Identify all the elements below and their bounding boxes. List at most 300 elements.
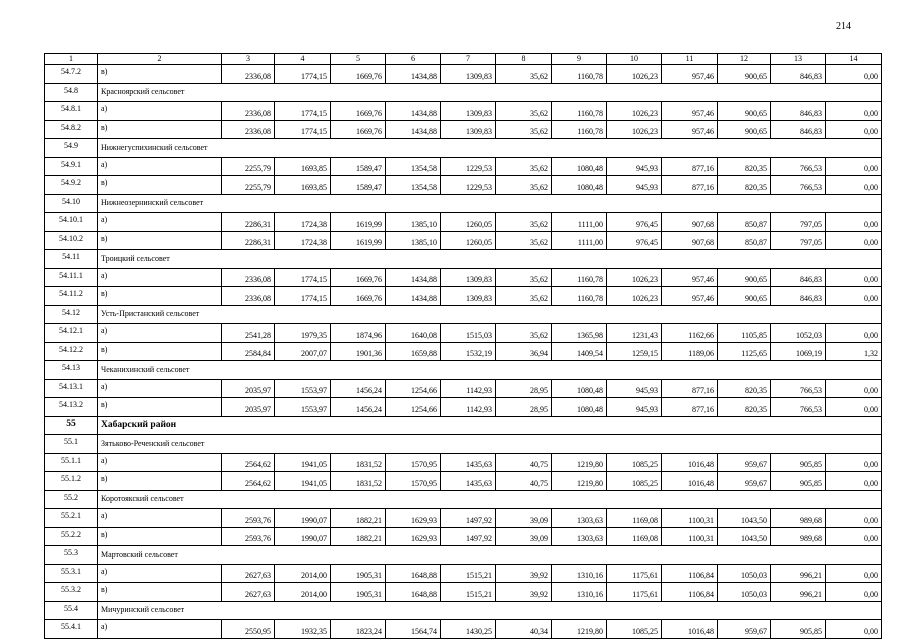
value-cell: 820,35 bbox=[718, 157, 771, 176]
value-cell: 905,85 bbox=[771, 620, 826, 639]
value-cell: 957,46 bbox=[662, 120, 718, 139]
value-cell: 996,21 bbox=[771, 564, 826, 583]
row-variant: в) bbox=[98, 342, 222, 361]
value-cell: 35,62 bbox=[496, 102, 552, 121]
row-variant: а) bbox=[98, 102, 222, 121]
row-code: 54.12 bbox=[45, 305, 98, 324]
value-cell: 1105,85 bbox=[718, 324, 771, 343]
value-cell: 1724,38 bbox=[275, 231, 331, 250]
value-cell: 1026,23 bbox=[607, 102, 662, 121]
section-title: Зятьково-Реченский сельсовет bbox=[98, 435, 882, 454]
value-cell: 846,83 bbox=[771, 268, 826, 287]
value-cell: 1085,25 bbox=[607, 453, 662, 472]
row-variant: в) bbox=[98, 65, 222, 84]
table-row bbox=[45, 102, 882, 121]
value-cell: 1142,93 bbox=[441, 398, 496, 417]
table-row bbox=[45, 65, 882, 84]
value-cell: 0,00 bbox=[826, 268, 882, 287]
value-cell: 1409,54 bbox=[552, 342, 607, 361]
row-variant: в) bbox=[98, 176, 222, 195]
column-header: 13 bbox=[771, 54, 826, 65]
value-cell: 976,45 bbox=[607, 231, 662, 250]
value-cell: 0,00 bbox=[826, 65, 882, 84]
value-cell: 2584,84 bbox=[222, 342, 275, 361]
value-cell: 846,83 bbox=[771, 287, 826, 306]
district-header-row bbox=[45, 416, 882, 435]
row-code: 54.11.1 bbox=[45, 268, 98, 287]
value-cell: 1434,88 bbox=[386, 102, 441, 121]
section-title: Хабарский район bbox=[98, 416, 882, 435]
value-cell: 1882,21 bbox=[331, 527, 386, 546]
value-cell: 1169,08 bbox=[607, 527, 662, 546]
value-cell: 0,00 bbox=[826, 564, 882, 583]
row-code: 55.3.2 bbox=[45, 583, 98, 602]
value-cell: 1106,84 bbox=[662, 583, 718, 602]
value-cell: 900,65 bbox=[718, 102, 771, 121]
value-cell: 1823,24 bbox=[331, 620, 386, 639]
value-cell: 1080,48 bbox=[552, 379, 607, 398]
value-cell: 0,00 bbox=[826, 379, 882, 398]
value-cell: 846,83 bbox=[771, 65, 826, 84]
value-cell: 1515,21 bbox=[441, 583, 496, 602]
value-cell: 900,65 bbox=[718, 287, 771, 306]
value-cell: 820,35 bbox=[718, 379, 771, 398]
value-cell: 877,16 bbox=[662, 379, 718, 398]
value-cell: 959,67 bbox=[718, 472, 771, 491]
value-cell: 35,62 bbox=[496, 287, 552, 306]
value-cell: 1354,58 bbox=[386, 157, 441, 176]
value-cell: 1160,78 bbox=[552, 65, 607, 84]
row-code: 55.3.1 bbox=[45, 564, 98, 583]
row-code: 54.13.1 bbox=[45, 379, 98, 398]
value-cell: 1229,53 bbox=[441, 157, 496, 176]
row-code: 55.1.1 bbox=[45, 453, 98, 472]
value-cell: 2286,31 bbox=[222, 213, 275, 232]
column-header: 2 bbox=[98, 54, 222, 65]
column-header: 9 bbox=[552, 54, 607, 65]
row-code: 54.9 bbox=[45, 139, 98, 158]
value-cell: 989,68 bbox=[771, 527, 826, 546]
value-cell: 1100,31 bbox=[662, 509, 718, 528]
row-code: 54.8.2 bbox=[45, 120, 98, 139]
column-header: 4 bbox=[275, 54, 331, 65]
value-cell: 35,62 bbox=[496, 268, 552, 287]
value-cell: 40,75 bbox=[496, 472, 552, 491]
section-title: Троицкий сельсовет bbox=[98, 250, 882, 269]
value-cell: 1901,36 bbox=[331, 342, 386, 361]
value-cell: 766,53 bbox=[771, 157, 826, 176]
value-cell: 0,00 bbox=[826, 472, 882, 491]
value-cell: 1693,85 bbox=[275, 157, 331, 176]
value-cell: 996,21 bbox=[771, 583, 826, 602]
value-cell: 820,35 bbox=[718, 176, 771, 195]
value-cell: 907,68 bbox=[662, 213, 718, 232]
value-cell: 1693,85 bbox=[275, 176, 331, 195]
value-cell: 1043,50 bbox=[718, 509, 771, 528]
value-cell: 1026,23 bbox=[607, 65, 662, 84]
value-cell: 1990,07 bbox=[275, 509, 331, 528]
value-cell: 2035,97 bbox=[222, 379, 275, 398]
value-cell: 1016,48 bbox=[662, 472, 718, 491]
row-code: 54.10.1 bbox=[45, 213, 98, 232]
value-cell: 900,65 bbox=[718, 65, 771, 84]
section-row bbox=[45, 490, 882, 509]
value-cell: 1669,76 bbox=[331, 268, 386, 287]
value-cell: 1303,63 bbox=[552, 509, 607, 528]
row-code: 54.12.1 bbox=[45, 324, 98, 343]
table-row bbox=[45, 268, 882, 287]
row-code: 55.4.1 bbox=[45, 620, 98, 639]
value-cell: 1111,00 bbox=[552, 231, 607, 250]
value-cell: 1254,66 bbox=[386, 379, 441, 398]
value-cell: 945,93 bbox=[607, 176, 662, 195]
value-cell: 1365,98 bbox=[552, 324, 607, 343]
value-cell: 1669,76 bbox=[331, 287, 386, 306]
value-cell: 1219,80 bbox=[552, 453, 607, 472]
value-cell: 820,35 bbox=[718, 398, 771, 417]
value-cell: 1259,15 bbox=[607, 342, 662, 361]
value-cell: 1085,25 bbox=[607, 620, 662, 639]
value-cell: 959,67 bbox=[718, 453, 771, 472]
value-cell: 1564,74 bbox=[386, 620, 441, 639]
value-cell: 1456,24 bbox=[331, 379, 386, 398]
value-cell: 1050,03 bbox=[718, 564, 771, 583]
value-cell: 1189,06 bbox=[662, 342, 718, 361]
value-cell: 1430,25 bbox=[441, 620, 496, 639]
value-cell: 766,53 bbox=[771, 398, 826, 417]
section-title: Нижнеозернинский сельсовет bbox=[98, 194, 882, 213]
value-cell: 945,93 bbox=[607, 398, 662, 417]
row-code: 54.8.1 bbox=[45, 102, 98, 121]
value-cell: 957,46 bbox=[662, 65, 718, 84]
table-row bbox=[45, 176, 882, 195]
column-header: 3 bbox=[222, 54, 275, 65]
table-row bbox=[45, 120, 882, 139]
value-cell: 1532,19 bbox=[441, 342, 496, 361]
value-cell: 1111,00 bbox=[552, 213, 607, 232]
value-cell: 1080,48 bbox=[552, 176, 607, 195]
value-cell: 905,85 bbox=[771, 472, 826, 491]
value-cell: 1905,31 bbox=[331, 583, 386, 602]
value-cell: 1669,76 bbox=[331, 120, 386, 139]
value-cell: 1,32 bbox=[826, 342, 882, 361]
value-cell: 39,09 bbox=[496, 509, 552, 528]
value-cell: 1570,95 bbox=[386, 453, 441, 472]
section-title: Нижнегуспихинский сельсовет bbox=[98, 139, 882, 158]
column-header-row bbox=[45, 54, 882, 65]
value-cell: 1659,88 bbox=[386, 342, 441, 361]
value-cell: 1254,66 bbox=[386, 398, 441, 417]
value-cell: 35,62 bbox=[496, 231, 552, 250]
value-cell: 1085,25 bbox=[607, 472, 662, 491]
column-header: 14 bbox=[826, 54, 882, 65]
row-variant: в) bbox=[98, 527, 222, 546]
value-cell: 0,00 bbox=[826, 398, 882, 417]
value-cell: 1553,97 bbox=[275, 379, 331, 398]
value-cell: 1648,88 bbox=[386, 583, 441, 602]
section-title: Усть-Пристанский сельсовет bbox=[98, 305, 882, 324]
row-variant: в) bbox=[98, 398, 222, 417]
value-cell: 1774,15 bbox=[275, 102, 331, 121]
value-cell: 797,05 bbox=[771, 231, 826, 250]
section-row bbox=[45, 139, 882, 158]
section-row bbox=[45, 305, 882, 324]
value-cell: 766,53 bbox=[771, 176, 826, 195]
value-cell: 1026,23 bbox=[607, 268, 662, 287]
section-title: Мичуринский сельсовет bbox=[98, 601, 882, 620]
value-cell: 0,00 bbox=[826, 213, 882, 232]
value-cell: 989,68 bbox=[771, 509, 826, 528]
value-cell: 1774,15 bbox=[275, 120, 331, 139]
value-cell: 1310,16 bbox=[552, 583, 607, 602]
row-code: 54.7.2 bbox=[45, 65, 98, 84]
value-cell: 35,62 bbox=[496, 120, 552, 139]
value-cell: 1589,47 bbox=[331, 157, 386, 176]
value-cell: 1303,63 bbox=[552, 527, 607, 546]
value-cell: 900,65 bbox=[718, 268, 771, 287]
row-code: 54.10.2 bbox=[45, 231, 98, 250]
table-row bbox=[45, 379, 882, 398]
value-cell: 2627,63 bbox=[222, 583, 275, 602]
value-cell: 0,00 bbox=[826, 324, 882, 343]
value-cell: 1669,76 bbox=[331, 65, 386, 84]
value-cell: 957,46 bbox=[662, 102, 718, 121]
value-cell: 1434,88 bbox=[386, 65, 441, 84]
value-cell: 0,00 bbox=[826, 509, 882, 528]
value-cell: 1309,83 bbox=[441, 268, 496, 287]
value-cell: 2336,08 bbox=[222, 120, 275, 139]
table-row bbox=[45, 527, 882, 546]
value-cell: 35,62 bbox=[496, 324, 552, 343]
value-cell: 1434,88 bbox=[386, 268, 441, 287]
value-cell: 28,95 bbox=[496, 398, 552, 417]
section-row bbox=[45, 361, 882, 380]
value-cell: 1434,88 bbox=[386, 287, 441, 306]
value-cell: 1629,93 bbox=[386, 509, 441, 528]
table-row bbox=[45, 583, 882, 602]
value-cell: 1669,76 bbox=[331, 102, 386, 121]
row-variant: а) bbox=[98, 324, 222, 343]
value-cell: 2255,79 bbox=[222, 157, 275, 176]
row-code: 55.2.2 bbox=[45, 527, 98, 546]
value-cell: 1354,58 bbox=[386, 176, 441, 195]
row-variant: а) bbox=[98, 620, 222, 639]
column-header: 10 bbox=[607, 54, 662, 65]
value-cell: 2007,07 bbox=[275, 342, 331, 361]
value-cell: 40,34 bbox=[496, 620, 552, 639]
value-cell: 957,46 bbox=[662, 268, 718, 287]
section-title: Чеканихинский сельсовет bbox=[98, 361, 882, 380]
value-cell: 1050,03 bbox=[718, 583, 771, 602]
table-row bbox=[45, 509, 882, 528]
row-code: 54.10 bbox=[45, 194, 98, 213]
value-cell: 39,09 bbox=[496, 527, 552, 546]
row-variant: в) bbox=[98, 120, 222, 139]
value-cell: 877,16 bbox=[662, 176, 718, 195]
value-cell: 1456,24 bbox=[331, 398, 386, 417]
row-variant: в) bbox=[98, 287, 222, 306]
section-title: Коротоякский сельсовет bbox=[98, 490, 882, 509]
value-cell: 0,00 bbox=[826, 583, 882, 602]
value-cell: 1231,43 bbox=[607, 324, 662, 343]
value-cell: 1629,93 bbox=[386, 527, 441, 546]
table-row bbox=[45, 564, 882, 583]
table-row bbox=[45, 287, 882, 306]
value-cell: 877,16 bbox=[662, 398, 718, 417]
row-variant: а) bbox=[98, 379, 222, 398]
value-cell: 1831,52 bbox=[331, 453, 386, 472]
row-variant: а) bbox=[98, 564, 222, 583]
value-cell: 900,65 bbox=[718, 120, 771, 139]
row-code: 54.9.1 bbox=[45, 157, 98, 176]
value-cell: 1229,53 bbox=[441, 176, 496, 195]
table-row bbox=[45, 453, 882, 472]
value-cell: 1619,99 bbox=[331, 231, 386, 250]
value-cell: 1990,07 bbox=[275, 527, 331, 546]
section-row bbox=[45, 435, 882, 454]
row-variant: а) bbox=[98, 268, 222, 287]
value-cell: 846,83 bbox=[771, 120, 826, 139]
value-cell: 1080,48 bbox=[552, 398, 607, 417]
value-cell: 850,87 bbox=[718, 231, 771, 250]
value-cell: 1648,88 bbox=[386, 564, 441, 583]
column-header: 6 bbox=[386, 54, 441, 65]
value-cell: 1160,78 bbox=[552, 268, 607, 287]
value-cell: 35,62 bbox=[496, 65, 552, 84]
value-cell: 1774,15 bbox=[275, 287, 331, 306]
table-row bbox=[45, 472, 882, 491]
value-cell: 1497,92 bbox=[441, 509, 496, 528]
value-cell: 0,00 bbox=[826, 527, 882, 546]
value-cell: 1080,48 bbox=[552, 157, 607, 176]
value-cell: 1100,31 bbox=[662, 527, 718, 546]
value-cell: 2336,08 bbox=[222, 287, 275, 306]
section-row bbox=[45, 250, 882, 269]
value-cell: 2336,08 bbox=[222, 65, 275, 84]
value-cell: 1309,83 bbox=[441, 102, 496, 121]
value-cell: 0,00 bbox=[826, 157, 882, 176]
value-cell: 0,00 bbox=[826, 453, 882, 472]
table-row bbox=[45, 231, 882, 250]
column-header: 7 bbox=[441, 54, 496, 65]
value-cell: 1160,78 bbox=[552, 287, 607, 306]
value-cell: 907,68 bbox=[662, 231, 718, 250]
value-cell: 1640,08 bbox=[386, 324, 441, 343]
value-cell: 1724,38 bbox=[275, 213, 331, 232]
value-cell: 1160,78 bbox=[552, 102, 607, 121]
value-cell: 976,45 bbox=[607, 213, 662, 232]
value-cell: 1175,61 bbox=[607, 564, 662, 583]
value-cell: 1260,05 bbox=[441, 231, 496, 250]
value-cell: 0,00 bbox=[826, 287, 882, 306]
value-cell: 0,00 bbox=[826, 176, 882, 195]
value-cell: 36,94 bbox=[496, 342, 552, 361]
section-row bbox=[45, 83, 882, 102]
value-cell: 1385,10 bbox=[386, 213, 441, 232]
value-cell: 1874,96 bbox=[331, 324, 386, 343]
value-cell: 39,92 bbox=[496, 564, 552, 583]
value-cell: 766,53 bbox=[771, 379, 826, 398]
value-cell: 1774,15 bbox=[275, 65, 331, 84]
value-cell: 2564,62 bbox=[222, 472, 275, 491]
value-cell: 1309,83 bbox=[441, 287, 496, 306]
tariff-table bbox=[44, 53, 882, 639]
value-cell: 1309,83 bbox=[441, 120, 496, 139]
value-cell: 1619,99 bbox=[331, 213, 386, 232]
value-cell: 1260,05 bbox=[441, 213, 496, 232]
row-variant: а) bbox=[98, 157, 222, 176]
column-header: 5 bbox=[331, 54, 386, 65]
value-cell: 1043,50 bbox=[718, 527, 771, 546]
value-cell: 0,00 bbox=[826, 102, 882, 121]
row-code: 54.11.2 bbox=[45, 287, 98, 306]
value-cell: 945,93 bbox=[607, 379, 662, 398]
value-cell: 905,85 bbox=[771, 453, 826, 472]
value-cell: 1941,05 bbox=[275, 472, 331, 491]
value-cell: 2014,00 bbox=[275, 564, 331, 583]
value-cell: 2627,63 bbox=[222, 564, 275, 583]
value-cell: 35,62 bbox=[496, 157, 552, 176]
value-cell: 957,46 bbox=[662, 287, 718, 306]
value-cell: 1142,93 bbox=[441, 379, 496, 398]
value-cell: 1309,83 bbox=[441, 65, 496, 84]
value-cell: 1515,21 bbox=[441, 564, 496, 583]
value-cell: 1169,08 bbox=[607, 509, 662, 528]
row-code: 54.13 bbox=[45, 361, 98, 380]
value-cell: 1052,03 bbox=[771, 324, 826, 343]
value-cell: 1497,92 bbox=[441, 527, 496, 546]
value-cell: 1932,35 bbox=[275, 620, 331, 639]
value-cell: 0,00 bbox=[826, 231, 882, 250]
value-cell: 1162,66 bbox=[662, 324, 718, 343]
column-header: 12 bbox=[718, 54, 771, 65]
value-cell: 877,16 bbox=[662, 157, 718, 176]
value-cell: 35,62 bbox=[496, 176, 552, 195]
column-header: 11 bbox=[662, 54, 718, 65]
table-row bbox=[45, 342, 882, 361]
value-cell: 2336,08 bbox=[222, 268, 275, 287]
value-cell: 1219,80 bbox=[552, 620, 607, 639]
value-cell: 1570,95 bbox=[386, 472, 441, 491]
section-row bbox=[45, 546, 882, 565]
value-cell: 2255,79 bbox=[222, 176, 275, 195]
value-cell: 850,87 bbox=[718, 213, 771, 232]
row-code: 55 bbox=[45, 416, 98, 435]
value-cell: 0,00 bbox=[826, 120, 882, 139]
value-cell: 1831,52 bbox=[331, 472, 386, 491]
value-cell: 1106,84 bbox=[662, 564, 718, 583]
value-cell: 1026,23 bbox=[607, 287, 662, 306]
table-row bbox=[45, 324, 882, 343]
row-code: 55.2 bbox=[45, 490, 98, 509]
value-cell: 1434,88 bbox=[386, 120, 441, 139]
row-variant: в) bbox=[98, 472, 222, 491]
section-title: Мартовский сельсовет bbox=[98, 546, 882, 565]
value-cell: 1979,35 bbox=[275, 324, 331, 343]
value-cell: 1310,16 bbox=[552, 564, 607, 583]
value-cell: 1774,15 bbox=[275, 268, 331, 287]
value-cell: 39,92 bbox=[496, 583, 552, 602]
value-cell: 2035,97 bbox=[222, 398, 275, 417]
table-row bbox=[45, 157, 882, 176]
column-header: 1 bbox=[45, 54, 98, 65]
value-cell: 945,93 bbox=[607, 157, 662, 176]
row-variant: а) bbox=[98, 453, 222, 472]
row-code: 54.9.2 bbox=[45, 176, 98, 195]
table-row bbox=[45, 213, 882, 232]
row-code: 55.4 bbox=[45, 601, 98, 620]
value-cell: 1515,03 bbox=[441, 324, 496, 343]
